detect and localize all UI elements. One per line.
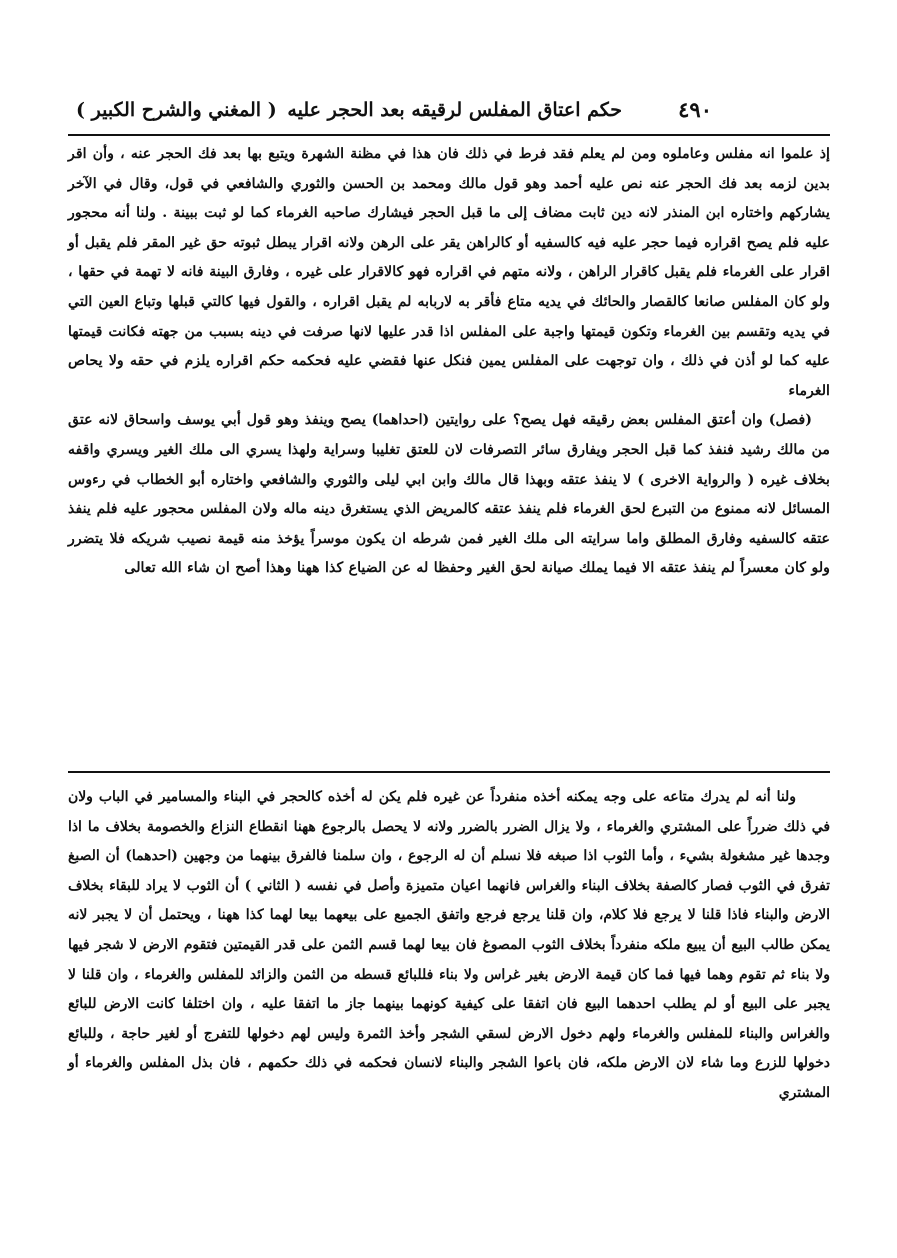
book-page [68,88,830,1228]
commentary-text [68,783,830,1223]
page-number: ٤٩٠ [678,97,712,122]
running-head [68,88,830,136]
paragraph-fasl-itq: (فصل) وان أعتق المفلس بعض رقيقه فهل يصح؟ على روايتين (احداهما) يصح وينفذ وهو قول أبي يوسف واسحاق لانه عتق من مالك رشيد فنفذ كما قبل الحجر ويفارق سائر التصرفات لان للعتق تغليبا وسراية ولهذا يسري الى ملك الغير ويسري واقفه بخلاف غيره ( والرواية الاخرى ) لا ينفذ عتقه وبهذا قال مالك وابن ابي ليلى والثوري والشافعي واختاره أبو الخطاب في رءوس المسائل لانه ممنوع من التبرع لحق الغرماء فلم ينفذ عتقه كالمريض الذي يستغرق دينه ماله ولان المفلس محجور عليه فلم ينفذ عتقه كالسفيه وفارق المطلق واما سرايته الى ملك الغير فمن شرطه ان يكون موسراً يؤخذ منه قيمة نصيب شريكه فلا يتضرر ولو كان معسراً لم ينفذ عتقه الا فيما يملك صيانة لحق الغير وحفظا له عن الضياع كذا ههنا وهذا أصح ان شاء الله تعالى [68,412,830,577]
commentary-divider [68,771,830,773]
book-title: ( المغني والشرح الكبير ) [76,99,277,121]
commentary-paragraph: ولنا أنه لم يدرك متاعه على وجه يمكنه أخذه منفرداً عن غيره فلم يكن له أخذه كالحجر في البناء والمسامير في الباب ولان في ذلك ضرراً على المشتري والغرماء ، ولا يزال الضرر بالضرر ولانه لا يحصل بالرجوع ههنا انقطاع النزاع والخصومة بخلاف ما اذا وجدها غير مشغولة بشيء ، وأما الثوب اذا صبغه فلا نسلم أن له الرجوع ، وان سلمنا فالفرق بينهما من وجهين (احدهما) أن الصبغ تفرق في الثوب فصار كالصفة بخلاف البناء والغراس فانهما اعيان متميزة وأصل في نفسه ( الثاني ) أن الثوب لا يراد للبقاء بخلاف الارض والبناء فاذا قلنا لا يرجع فلا كلام، وان قلنا يرجع فرجع واتفق الجميع على بيعهما بيعا لهما كذا ههنا ، ويحتمل أن لا يجبر لانه يمكن طالب البيع أن يبيع ملكه منفرداً بخلاف الثوب المصوغ فان بيعا لهما قسم الثمن على قدر القيمتين فتقوم الارض لا شجر فيها ولا بناء ثم تقوم وهما فيها فما كان قيمة الارض بغير غراس ولا بناء فللبائع قسطه من الثمن والزائد للمفلس والغرماء ، وان قلنا لا يجبر على البيع أو لم يطلب احدهما البيع فان اتفقا على كيفية كونهما بينهما جاز ما اتفقا عليه ، وان اختلفا كانت الارض للبائع والغراس والبناء للمفلس والغرماء ولهم دخول الارض لسقي الشجر وأخذ الثمرة وليس لهم دخولها للتفرج أو لغير حاجة ، وللبائع دخولها للزرع وما شاء لان الارض ملكه، فان باعوا الشجر والبناء لانسان فحكمه في ذلك حكمهم ، فان بذل المفلس والغرماء أو المشتري [68,789,830,1101]
paragraph-iqrar: إذ علموا انه مفلس وعاملوه ومن لم يعلم فقد فرط في ذلك فان هذا في مظنة الشهرة ويتبع بها بعد فك الحجر عنه ، وأن اقر بدين لزمه بعد فك الحجر عنه نص عليه أحمد وهو قول مالك ومحمد بن الحسن والثوري والشافعي في قول، وقال في الآخر يشاركهم واختاره ابن المنذر لانه دين ثابت مضاف إلى ما قبل الحجر فيشارك صاحبه الغرماء كما لو ثبت ببينة . ولنا أنه محجور عليه فلم يصح اقراره فيما حجر عليه فيه كالسفيه أو كالراهن يقر على الرهن ولانه اقرار يبطل ثبوته حق غير المقر فلم يقبل أو اقرار على الغرماء فلم يقبل كاقرار الراهن ، ولانه متهم في اقراره فهو كالاقرار على غيره ، وفارق البينة فانه لا تهمة في حقها ، ولو كان المفلس صانعا كالقصار والحائك في يديه متاع فأقر به لاربابه لم يقبل اقراره ، والقول فيها كالتي قبلها وتباع العين التي في يديه وتقسم بين الغرماء وتكون قيمتها واجبة على المفلس اذا قدر عليها لانها صرفت في دينه بسبب من جهته فكانت قيمتها عليه كما لو أذن في ذلك ، وان توجهت على المفلس يمين فنكل عنها فقضي عليه فحكمه حكم اقراره يلزم في حقه ولا يحاص الغرماء [68,146,830,399]
chapter-title: حكم اعتاق المفلس لرقيقه بعد الحجر عليه [287,99,622,121]
main-text [68,140,830,767]
